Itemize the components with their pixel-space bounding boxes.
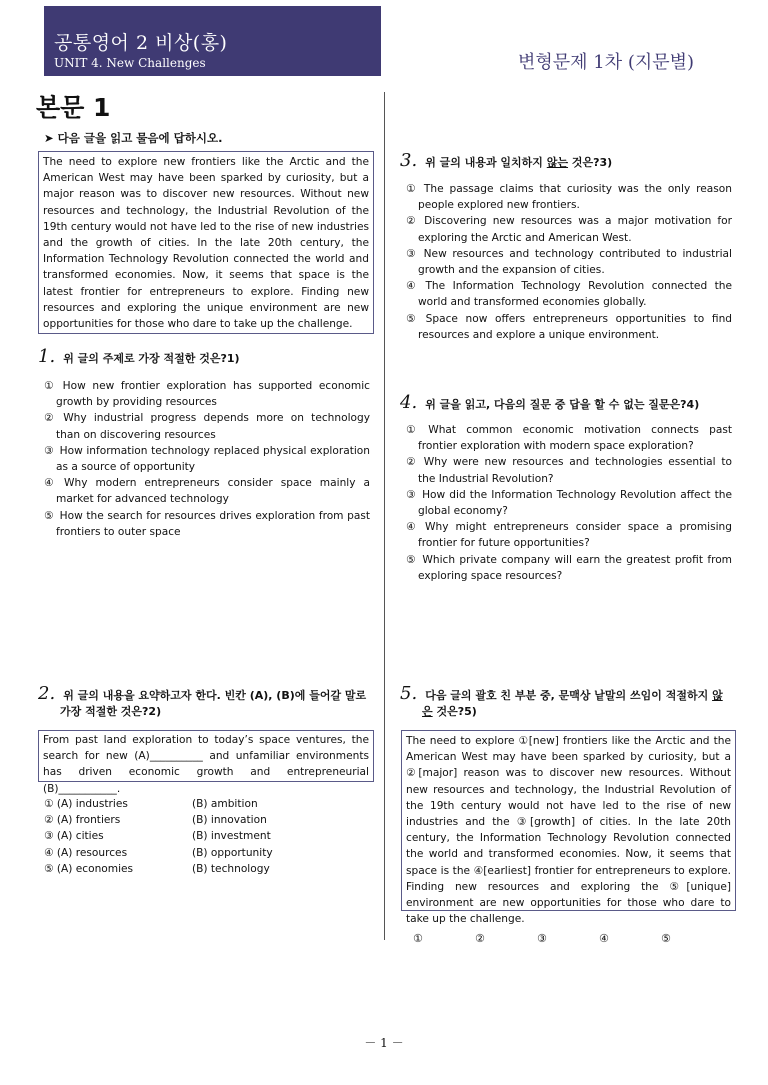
choice-item[interactable]: ③ How did the Information Technology Revolution affect the global economy? — [406, 488, 732, 518]
choice-item[interactable]: ① The passage claims that curiosity was the only reason people explored new frontiers. — [406, 183, 732, 212]
question-5-answer-marks — [413, 927, 723, 946]
question-1-choices — [44, 378, 370, 540]
header-banner — [44, 6, 381, 76]
choice-b[interactable]: (B) opportunity — [192, 846, 273, 859]
choice-a[interactable]: ④ (A) resources — [44, 846, 128, 859]
choice-item[interactable]: ⑤ How the search for resources drives exploration from past frontiers to outer space — [44, 509, 371, 538]
instruction: ➤ 다음 글을 읽고 물음에 답하시오. — [44, 131, 223, 145]
choice-b[interactable]: (B) ambition — [192, 798, 258, 810]
question-2-heading — [38, 683, 374, 720]
choice-a[interactable]: ① (A) industries — [44, 798, 128, 810]
choice-a[interactable]: ② (A) frontiers — [44, 814, 121, 827]
answer-mark[interactable]: ① — [413, 932, 423, 945]
choice-a[interactable]: ③ (A) cities — [44, 830, 104, 843]
question-prompt-cont: 가장 적절한 것은?2) — [60, 705, 162, 718]
blank-b: ___________ — [58, 782, 117, 795]
choice-b[interactable]: (B) innovation — [192, 814, 267, 827]
summary-text-b: and unfamiliar environments has driven economic growth and entrepreneurial (B) — [43, 750, 369, 795]
choice-item[interactable]: ④ Why modern entrepreneurs consider space mainly a market for advanced technology — [44, 477, 370, 506]
worksheet-title: 변형문제 1차 (지문별) — [518, 52, 695, 73]
answer-mark[interactable]: ④ — [599, 932, 609, 945]
choice-b[interactable]: (B) investment — [192, 830, 271, 843]
question-1-heading — [38, 346, 374, 367]
textbook-title: 공통영어 2 비상(홍) — [54, 32, 228, 54]
question-prompt: 위 글의 주제로 가장 적절한 것은?1) — [63, 352, 240, 365]
question-prompt: 위 글을 읽고, 다음의 질문 중 답을 할 수 없는 질문은?4) — [425, 398, 700, 411]
question-5-heading: 5. 다음 글의 괄호 친 부분 중, 문맥상 낱말의 쓰임이 적절하지 않 은 것은?5) — [400, 683, 723, 718]
question-2-choices — [44, 796, 342, 877]
choice-item[interactable]: ① What common economic motivation connects past frontier exploration with modern space exploration? — [406, 424, 733, 453]
choice-a[interactable]: ⑤ (A) economies — [44, 862, 134, 875]
question-number: 1. — [38, 346, 56, 367]
summary-text-a: From past land exploration to today’s space ventures, the search for new (A) — [43, 734, 369, 763]
question-number: 5. — [400, 683, 418, 704]
reading-passage: The need to explore new frontiers like the Arctic and the American West may have been sparked by curiosity, but a major reason was to discover new resources. Without new resources and technology, the Industrial Revolution of the 19th century would not have led to the rise of new industries and the growth of cities. In the late 20th century, the Information Technology Revolution connected the world and transformed economies. Now, it seems that space is the latest frontier for entrepreneurs to explore. Finding new resources and exploring the unique environment are new opportunities for those who dare to take up the challenge. — [38, 151, 374, 334]
choice-item[interactable]: ② Why were new resources and technologies essential to the Industrial Revolution? — [406, 456, 732, 485]
question-prompt: 위 글의 내용을 요약하고자 한다. 빈칸 (A), (B)에 들어갈 말로 — [63, 689, 367, 702]
question-5-passage: The need to explore ①[new] frontiers like the Arctic and the American West may have been sparked by curiosity, but a ②[major] reason was to discover new resources. Without new resources and technology, the Industrial Revolution of the 19th century would not have led to the rise of new industries and the ③[growth] of cities. In the late 20th century, the Information Technology Revolution connected the world and transformed economies. Now, it seems that space is the ④[earliest] frontier for entrepreneurs to explore. Finding new resources and exploring the ⑤[unique] environment are new opportunities for those who dare to take up the challenge. — [401, 730, 736, 911]
question-3-heading: 3. 위 글의 내용과 일치하지 않는 것은?3) — [400, 150, 613, 171]
answer-mark[interactable]: ② — [475, 932, 485, 945]
column-divider — [384, 92, 385, 940]
emphasis-underline: 않 — [712, 689, 723, 702]
choice-item[interactable]: ② Discovering new resources was a major motivation for exploring the Arctic and American West. — [406, 215, 732, 244]
choice-item[interactable]: ① How new frontier exploration has supported economic growth by providing resources — [44, 380, 370, 409]
summary-box: From past land exploration to today’s space ventures, the search for new (A)__________ and unfamiliar environments has driven economic growth and entrepreneurial (B)___________. — [38, 730, 374, 782]
unit-title: UNIT 4. New Challenges — [54, 56, 206, 70]
choice-item[interactable]: ⑤ Which private company will earn the greatest profit from exploring space resources? — [406, 553, 732, 582]
choice-item[interactable]: ④ Why might entrepreneurs consider space a promising frontier for future opportunities? — [406, 521, 732, 550]
answer-mark[interactable]: ③ — [537, 932, 547, 945]
choice-item[interactable]: ③ New resources and technology contributed to industrial growth and the expansion of cities. — [406, 247, 732, 277]
choice-item[interactable]: ② Why industrial progress depends more on technology than on discovering resources — [44, 412, 370, 441]
question-3-choices — [406, 181, 732, 343]
section-title: 본문 1 — [36, 93, 111, 122]
choice-item[interactable]: ④ The Information Technology Revolution connected the world and transformed economies globally. — [406, 280, 732, 309]
emphasis-underline: 은 — [422, 705, 433, 718]
choice-b[interactable]: (B) technology — [192, 862, 270, 875]
choice-item[interactable]: ⑤ Space now offers entrepreneurs opportunities to find resources and explore a unique environment. — [406, 312, 733, 341]
page-number: － 1 － — [364, 1036, 404, 1050]
question-4-heading — [400, 392, 735, 413]
question-number: 4. — [400, 392, 418, 413]
emphasis-underline: 않는 — [546, 156, 569, 169]
choice-item[interactable]: ③ How information technology replaced physical exploration as a source of opportunity — [44, 444, 370, 474]
question-number: 3. — [400, 150, 418, 171]
blank-a: __________ — [149, 750, 203, 763]
question-4-choices — [406, 422, 732, 584]
answer-mark[interactable]: ⑤ — [661, 932, 671, 945]
question-number: 2. — [38, 683, 56, 704]
